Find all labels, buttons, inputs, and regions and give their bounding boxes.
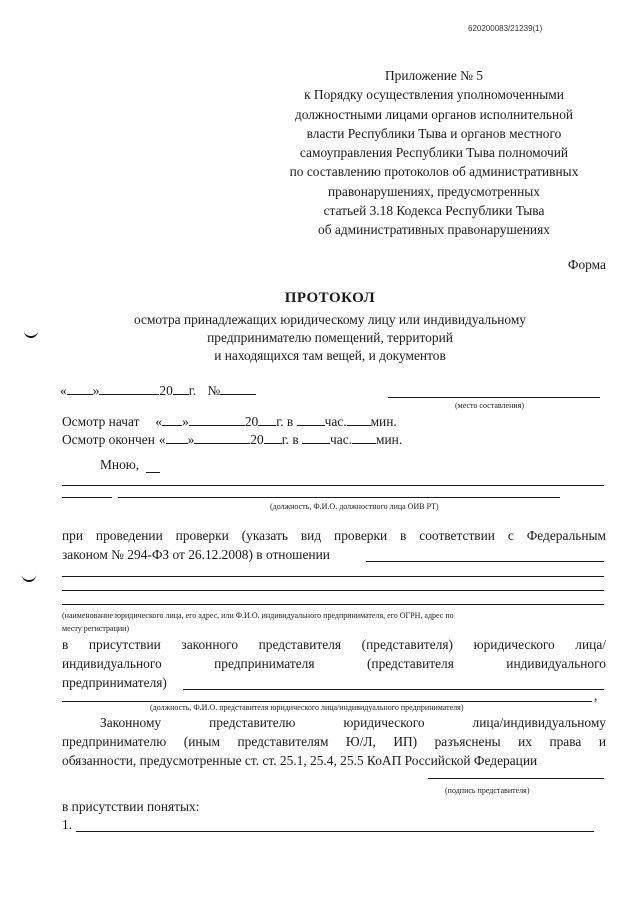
day-field[interactable] [67, 382, 93, 395]
open-quote: « [155, 414, 163, 429]
entity-field-line-2[interactable] [62, 590, 604, 591]
official-field-line-2b[interactable] [118, 497, 560, 498]
form-label: Форма [567, 257, 606, 272]
year-suffix: г. в [276, 414, 294, 429]
official-field-line-1[interactable] [62, 485, 604, 486]
appendix-line: самоуправления Республики Тыва полномочий [299, 145, 569, 161]
appendix-line: правонарушениях, предусмотренных [328, 183, 540, 199]
witness-1-field[interactable] [76, 831, 594, 832]
scan-margin-mark [22, 574, 36, 582]
minutes-label: мин. [370, 414, 397, 429]
close-quote: » [187, 432, 195, 447]
appendix-line: к Порядку осуществления уполномоченными [304, 87, 564, 103]
appendix-line: власти Республики Тыва и органов местного [306, 125, 562, 141]
appendix-line: должностными лицами органов исполнительной [294, 106, 574, 122]
start-hour-field[interactable] [297, 413, 325, 426]
representative-comma: , [594, 688, 598, 703]
place-field[interactable] [388, 397, 600, 398]
inspection-end-line [62, 431, 402, 448]
witness-1-number: 1. [62, 817, 73, 832]
year-suffix: г. [188, 383, 197, 398]
year-field[interactable] [173, 382, 189, 395]
representative-field-inline[interactable] [183, 689, 604, 690]
representative-para-line-3: предпринимателя) [62, 675, 167, 690]
place-caption: (место составления) [455, 401, 524, 410]
subtitle-line: и находящихся там вещей, и документов [214, 348, 446, 363]
year-prefix: 20 [244, 414, 259, 429]
subtitle-line: предпринимателю помещений, территорий [207, 330, 453, 345]
document-subtitle [0, 311, 640, 365]
check-para-line-2: законом № 294-ФЗ от 26.12.2008) в отношении [62, 547, 330, 562]
inspection-start-label: Осмотр начат [62, 414, 140, 429]
rights-para-line-2: предпринимателю (иным представителям Ю/Л, ИП) разъяснены их права и [62, 734, 606, 749]
by-me-field[interactable] [146, 472, 160, 473]
entity-field-inline[interactable] [366, 561, 604, 562]
document-id: 620200083/21239(1) [468, 24, 543, 33]
start-minute-field[interactable] [347, 413, 371, 426]
open-quote: « [158, 432, 166, 447]
appendix-line: Приложение № 5 [384, 68, 484, 83]
minutes-label: мин. [376, 432, 403, 447]
signature-caption: (подпись представителя) [445, 786, 530, 795]
document-title: ПРОТОКОЛ [284, 290, 376, 306]
entity-field-line-3[interactable] [62, 604, 604, 605]
end-month-field[interactable] [194, 431, 250, 444]
subtitle-line: осмотра принадлежащих юридическому лицу или индивидуальному [133, 312, 526, 327]
close-quote: » [182, 414, 189, 429]
end-day-field[interactable] [166, 431, 188, 444]
start-year-field[interactable] [258, 413, 276, 426]
close-quote: » [92, 383, 100, 398]
representative-caption: (должность, Ф.И.О. представителя юридического лица/индивидуального предпринимателя) [150, 703, 464, 712]
check-para-line-1: при проведении проверки (указать вид проверки в соответствии с Федеральным [62, 528, 606, 543]
entity-caption-line-1: (наименование юридического лица, его адрес, или Ф.И.О. индивидуального предпринимателя, его ОГРН, адрес по [62, 611, 454, 620]
end-hour-field[interactable] [302, 431, 330, 444]
date-number-line [60, 382, 256, 399]
year-suffix: г. в [281, 432, 299, 447]
inspection-start-line [62, 413, 397, 430]
start-day-field[interactable] [162, 413, 182, 426]
end-year-field[interactable] [264, 431, 282, 444]
representative-para-line-1: в присутствии законного представителя (представителя) юридического лица/ [62, 637, 606, 652]
by-me-label: Мною, [100, 457, 140, 472]
rights-para-line-3: обязанности, предусмотренные ст. ст. 25.1, 25.4, 25.5 КоАП Российской Федерации [62, 753, 538, 768]
inspection-end-label: Осмотр окончен [62, 432, 155, 447]
official-caption: (должность, Ф.И.О. должностного лица ОИВ РТ) [270, 502, 439, 511]
rights-para-line-1: Законному представителю юридического лица/индивидуальному [100, 715, 606, 730]
protocol-number-field[interactable] [220, 382, 256, 395]
entity-field-line-1[interactable] [62, 576, 604, 577]
number-sign: № [207, 383, 221, 398]
appendix-header [250, 66, 618, 240]
hours-label: час. [330, 432, 353, 447]
appendix-line: об административных правонарушениях [318, 222, 550, 238]
witnesses-label: в присутствии понятых: [62, 799, 200, 814]
month-field[interactable] [99, 382, 159, 395]
appendix-line: по составлению протоколов об административных [289, 164, 579, 180]
hours-label: час. [324, 414, 347, 429]
appendix-line: статьей 3.18 Кодекса Республики Тыва [323, 203, 545, 219]
signature-field[interactable] [428, 778, 604, 779]
start-month-field[interactable] [189, 413, 245, 426]
end-minute-field[interactable] [352, 431, 376, 444]
entity-caption-line-2: месту регистрации) [62, 624, 130, 633]
year-prefix: 20 [250, 432, 264, 447]
representative-para-line-2: индивидуального предпринимателя (представителя индивидуального [62, 656, 606, 671]
official-field-line-2a[interactable] [62, 497, 112, 498]
open-quote: « [60, 383, 67, 398]
representative-field-line[interactable] [62, 701, 592, 702]
year-prefix: 20 [159, 383, 173, 398]
